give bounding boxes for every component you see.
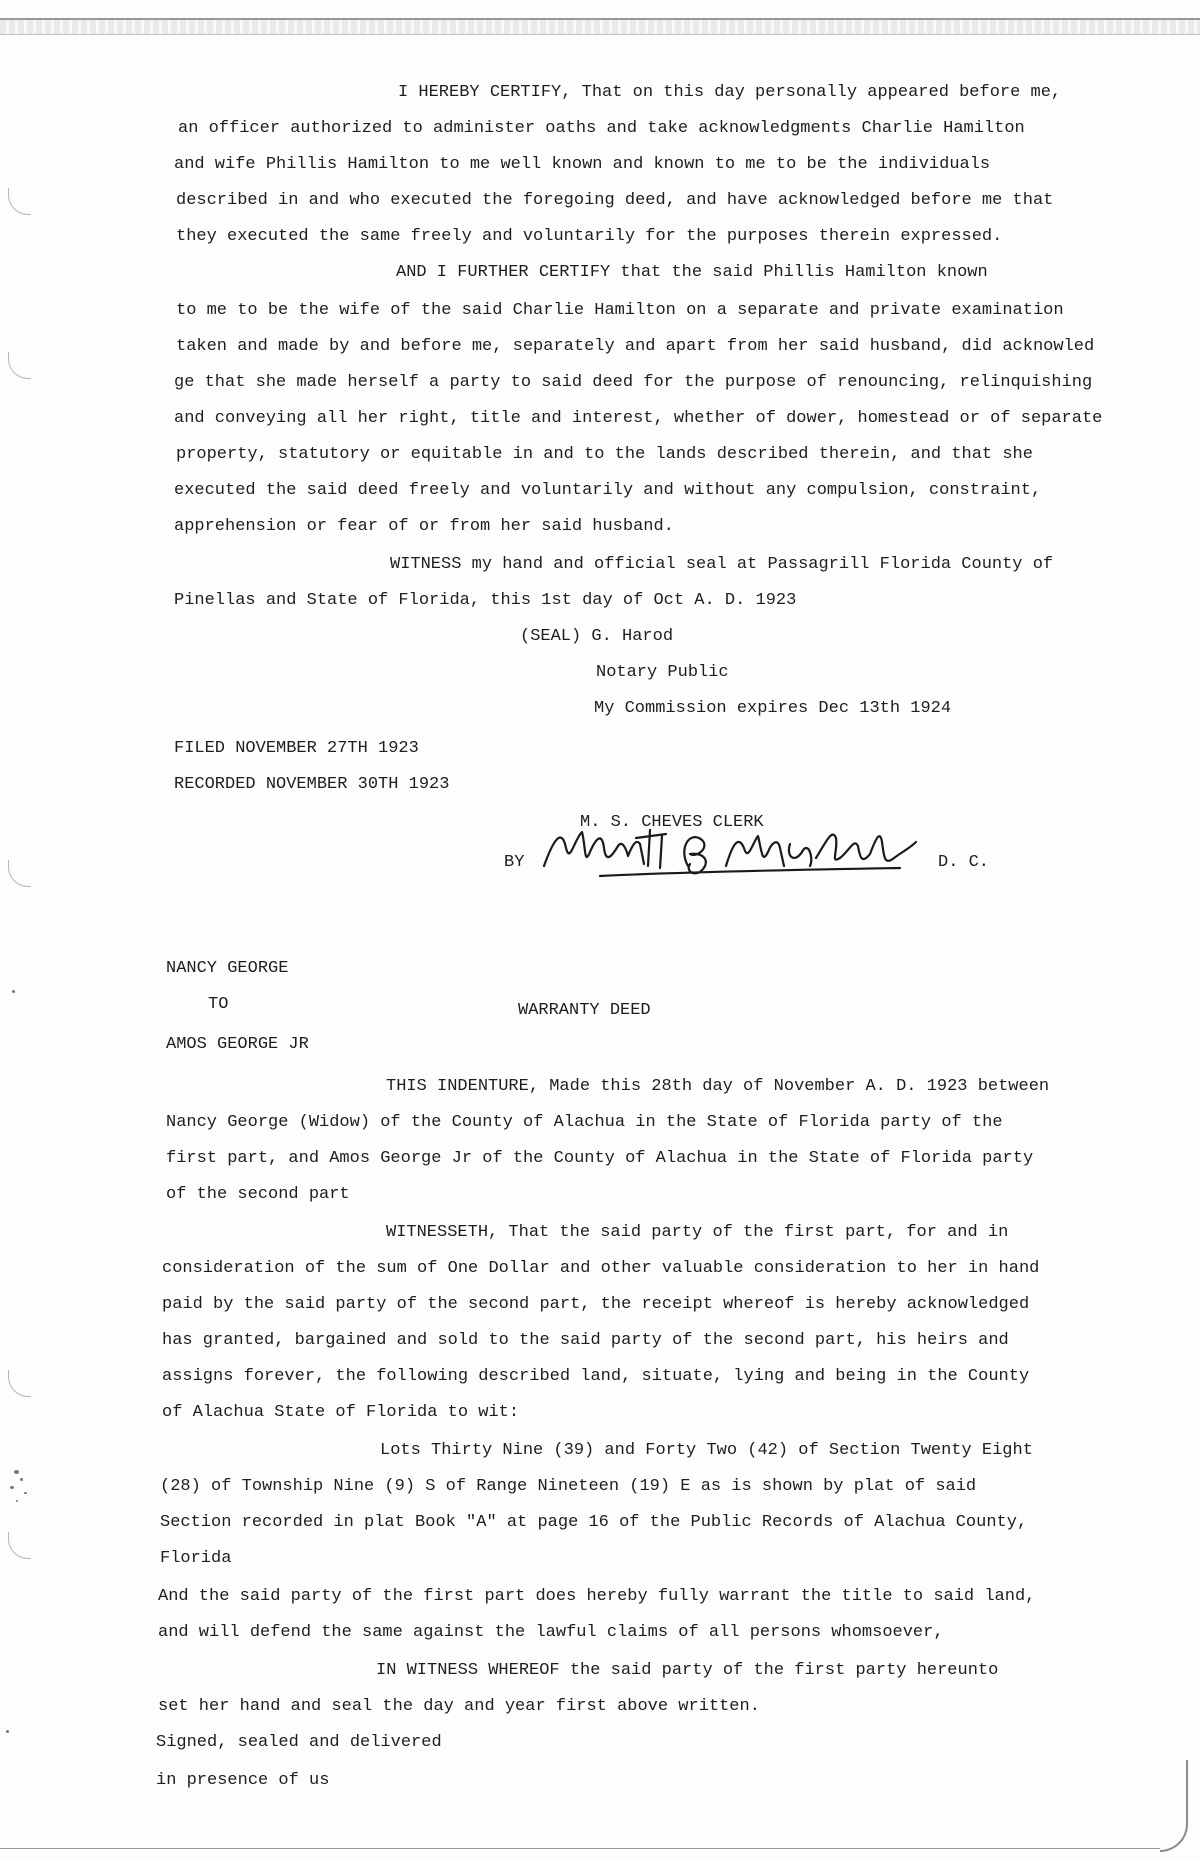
deed-line: assigns forever, the following described land, situate, lying and being in the County	[162, 1367, 1030, 1386]
filed-date: FILED NOVEMBER 27TH 1923	[174, 739, 419, 758]
certificate-line: Pinellas and State of Florida, this 1st day of Oct A. D. 1923	[174, 591, 797, 610]
deputy-clerk-signature	[540, 818, 920, 884]
deed-line: Signed, sealed and delivered	[156, 1733, 442, 1752]
deed-line: And the said party of the first part does hereby fully warrant the title to said land,	[158, 1587, 1036, 1606]
binder-hole-mark	[8, 188, 31, 215]
certificate-line: ge that she made herself a party to said deed for the purpose of renouncing, relinquishing	[174, 373, 1093, 392]
deed-line: set her hand and seal the day and year first above written.	[158, 1697, 760, 1716]
deed-line: has granted, bargained and sold to the said party of the second part, his heirs and	[162, 1331, 1009, 1350]
certificate-line: property, statutory or equitable in and to the lands described therein, and that she	[176, 445, 1033, 464]
deed-line: Nancy George (Widow) of the County of Alachua in the State of Florida party of the	[166, 1113, 1003, 1132]
deed-line: in presence of us	[156, 1771, 330, 1790]
by-label: BY	[504, 853, 525, 872]
clerk-name: M. S. CHEVES CLERK	[580, 813, 764, 832]
deed-line: Florida	[160, 1549, 232, 1568]
binder-hole-mark	[8, 860, 31, 887]
certificate-line: an officer authorized to administer oaths and take acknowledgments Charlie Hamilton	[178, 119, 1025, 138]
commission-expiry: My Commission expires Dec 13th 1924	[594, 699, 952, 718]
deed-line: consideration of the sum of One Dollar and other valuable consideration to her in hand	[162, 1259, 1040, 1278]
bottom-ruled-border	[0, 1848, 1160, 1849]
deed-line: first part, and Amos George Jr of the County of Alachua in the State of Florida party	[166, 1149, 1034, 1168]
binder-hole-mark	[8, 352, 31, 379]
grantor-name: NANCY GEORGE	[166, 959, 289, 978]
binder-hole-mark	[8, 1532, 31, 1559]
deed-line: paid by the said party of the second part, the receipt whereof is hereby acknowledged	[162, 1295, 1030, 1314]
certificate-line: AND I FURTHER CERTIFY that the said Phillis Hamilton known	[396, 263, 988, 282]
certificate-line: executed the said deed freely and voluntarily and without any compulsion, constraint,	[174, 481, 1042, 500]
deed-line: (28) of Township Nine (9) S of Range Nineteen (19) E as is shown by plat of said	[160, 1477, 977, 1496]
deed-line: WITNESSETH, That the said party of the first part, for and in	[386, 1223, 1009, 1242]
certificate-line: WITNESS my hand and official seal at Passagrill Florida County of	[390, 555, 1054, 574]
binder-hole-mark	[8, 1370, 31, 1397]
certificate-line: I HEREBY CERTIFY, That on this day personally appeared before me,	[398, 83, 1062, 102]
deed-line: and will defend the same against the lawful claims of all persons whomsoever,	[158, 1623, 944, 1642]
certificate-line: apprehension or fear of or from her said husband.	[174, 517, 674, 536]
deputy-clerk-label: D. C.	[938, 853, 990, 872]
deed-line: of Alachua State of Florida to wit:	[162, 1403, 520, 1422]
recorded-date: RECORDED NOVEMBER 30TH 1923	[174, 775, 450, 794]
deed-line: Lots Thirty Nine (39) and Forty Two (42) of Section Twenty Eight	[380, 1441, 1033, 1460]
grantee-name: AMOS GEORGE JR	[166, 1035, 309, 1054]
deed-line: of the second part	[166, 1185, 350, 1204]
top-ruled-border	[0, 18, 1200, 35]
certificate-line: described in and who executed the foregoing deed, and have acknowledged before me that	[176, 191, 1054, 210]
notary-seal-line: (SEAL) G. Harod	[520, 627, 674, 646]
deed-line: Section recorded in plat Book "A" at page 16 of the Public Records of Alachua County,	[160, 1513, 1028, 1532]
page-edge-curl	[1160, 1760, 1188, 1852]
certificate-line: to me to be the wife of the said Charlie Hamilton on a separate and private examination	[176, 301, 1064, 320]
certificate-line: and wife Phillis Hamilton to me well known and known to me to be the individuals	[174, 155, 991, 174]
certificate-line: they executed the same freely and voluntarily for the purposes therein expressed.	[176, 227, 1003, 246]
deed-line: THIS INDENTURE, Made this 28th day of November A. D. 1923 between	[386, 1077, 1050, 1096]
certificate-line: and conveying all her right, title and interest, whether of dower, homestead or of separate	[174, 409, 1103, 428]
deed-line: IN WITNESS WHEREOF the said party of the first party hereunto	[376, 1661, 999, 1680]
certificate-line: taken and made by and before me, separately and apart from her said husband, did acknowled	[176, 337, 1095, 356]
to-label: TO	[208, 995, 229, 1014]
deed-title: WARRANTY DEED	[518, 1001, 651, 1020]
notary-title: Notary Public	[596, 663, 729, 682]
